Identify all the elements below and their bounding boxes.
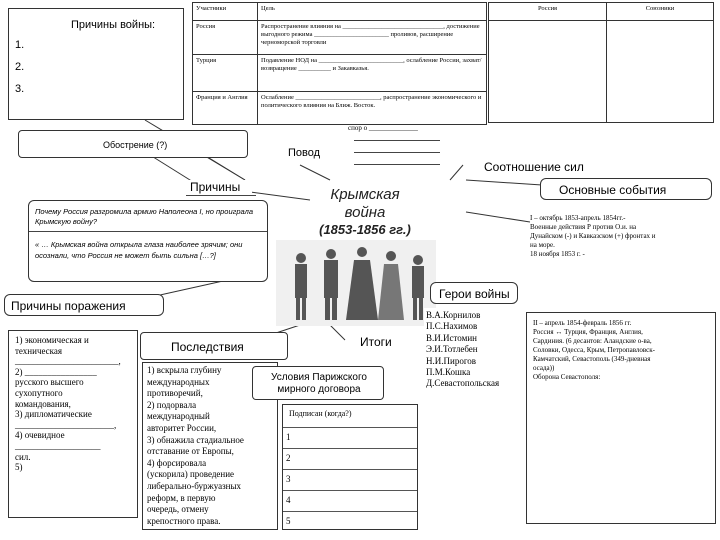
events1-line-2: Военные действия Р против О.и. на <box>530 223 637 231</box>
defeat-line-1: 1) экономическая и техническая <box>15 335 89 356</box>
war-illustration <box>276 240 436 326</box>
consequences-list <box>147 365 244 527</box>
reasons-label: Причины <box>186 180 252 196</box>
center-title-line2: война <box>344 204 386 221</box>
goals-overflow-line: спор о ______________ <box>348 124 418 132</box>
events2-line-1: II – апрель 1854-февраль 1856 гг. <box>533 319 632 327</box>
cons-line-11: либерально-буржуазных <box>147 480 241 491</box>
events-stage-2-box <box>526 312 716 524</box>
cons-line-2: международных <box>147 376 210 387</box>
pretext-label: Повод <box>288 147 321 159</box>
events2-line-2: Россия ↔ Турция, Франция, Англия, <box>533 328 643 336</box>
question-napoleon: Почему Россия разгромила армию Наполеона I, но проиграла Крымскую войну? <box>35 207 253 226</box>
events2-line-7: Оборона Севастополя: <box>533 373 601 381</box>
hero-3: В.И.Истомин <box>426 332 477 343</box>
events-stage-2 <box>533 319 713 382</box>
events2-line-4: Соловки, Одесса, Крым, Петропавловск- <box>533 346 656 354</box>
paris-terms-label: Условия Парижского мирного договора <box>252 366 384 400</box>
forces-header-russia: Россия <box>489 3 607 21</box>
paris-row-2: 2 <box>283 449 417 470</box>
events1-line-5: 18 ноября 1853 г. - <box>530 250 585 258</box>
center-title <box>300 186 430 238</box>
cons-line-14: крепостного права. <box>147 515 221 526</box>
heroes-label: Герои войны <box>430 282 518 304</box>
causes-title: Причины войны: <box>71 19 156 31</box>
cons-line-3: противоречий, <box>147 388 203 399</box>
defeat-line-3: 2) ________________ <box>15 366 97 377</box>
cons-line-8: отставание от Европы, <box>147 446 234 457</box>
questions-box <box>28 200 268 282</box>
defeat-line-4: русского высшего <box>15 377 84 388</box>
events2-line-3: Сардиния. (6 десантов: Аландские о-ва, <box>533 337 652 345</box>
heroes-list <box>426 310 499 390</box>
defeat-reasons-label: Причины поражения <box>4 294 164 316</box>
goals-party-russia: Россия <box>193 21 258 55</box>
escalation-label: Обострение (?) <box>18 130 248 158</box>
question-quote: « … Крымская война открыла глаза наиболее зрячим; они осознали, что Россия не может быть сильна […?] <box>35 240 243 260</box>
center-title-line1: Крымская <box>330 186 400 203</box>
defeat-line-5: сухопутного <box>15 387 63 398</box>
goals-party-turkey: Турция <box>193 55 258 91</box>
center-title-years: (1853-1856 гг.) <box>319 222 411 237</box>
defeat-line-6: командования, <box>15 398 71 409</box>
cons-line-5: международный <box>147 411 210 422</box>
reasons-underline <box>186 195 256 196</box>
cause-item-2: 2. <box>15 61 25 73</box>
goals-goal-russia: Распространение влияния на _______________________________, достижение выгодного режима _______________________ проливов, расширение черноморской торговли <box>258 21 487 55</box>
defeat-line-8: ______________________, <box>15 419 117 430</box>
goals-header-goal: Цель <box>258 3 487 21</box>
cons-line-13: очередь, отмену <box>147 504 209 515</box>
results-label: Итоги <box>360 335 392 349</box>
events1-line-4: на море. <box>530 241 555 249</box>
events1-line-1: I – октябрь 1853-апрель 1854гг.- <box>530 214 626 222</box>
goals-header-party: Участники <box>193 3 258 21</box>
balance-label: Соотношение сил <box>484 160 584 174</box>
events2-line-6: осада)) <box>533 364 555 372</box>
defeat-list-box <box>8 330 138 518</box>
defeat-line-11: сил. <box>15 451 31 462</box>
goals-party-allies: Франция и Англия <box>193 91 258 124</box>
paris-row-3: 3 <box>283 470 417 491</box>
main-events-label: Основные события <box>540 178 712 200</box>
hero-2: П.С.Нахимов <box>426 321 478 332</box>
forces-header-allies: Союзники <box>607 3 714 21</box>
cause-item-1: 1. <box>15 39 25 51</box>
hero-7: Д.Севастопольская <box>426 378 500 389</box>
paris-caption: Подписан (когда?) <box>289 409 352 418</box>
cons-line-12: реформ, в первую <box>147 492 216 503</box>
events2-line-5: Камчатский, Севастополь (349-дневная <box>533 355 651 363</box>
cause-item-3: 3. <box>15 83 25 95</box>
paris-treaty-box <box>282 404 418 530</box>
cons-line-4: 2) подорвала <box>147 399 197 410</box>
goals-goal-allies: Ослабление __________________________, распространение экономического и политического влияния на Ближ. Восток. <box>258 91 487 124</box>
defeat-line-7: 3) дипломатические <box>15 409 92 420</box>
defeat-list <box>15 335 137 473</box>
goals-goal-turkey: Подавление НОД на __________________________, ослабление России, захват/возвращение __________ и Закавказья. <box>258 55 487 91</box>
defeat-line-9: 4) очевидное <box>15 430 65 441</box>
consequences-label: Последствия <box>140 332 288 360</box>
cons-line-10: (ускорила) проведение <box>147 469 235 480</box>
cons-line-1: 1) вскрыла глубину <box>147 365 222 375</box>
hero-6: П.М.Кошка <box>426 367 471 378</box>
defeat-line-12: 5) <box>15 462 23 473</box>
cons-line-7: 3) обнажила стадиальное <box>147 434 244 445</box>
hero-4: Э.И.Тотлебен <box>426 344 478 355</box>
paris-row-4: 4 <box>283 491 417 512</box>
paris-numbered-rows <box>283 427 417 532</box>
paris-row-5: 5 <box>286 516 291 526</box>
defeat-line-10: ___________________ <box>15 440 101 451</box>
defeat-line-2: _______________________, <box>15 356 121 367</box>
heroes-list-box <box>424 308 516 400</box>
cons-line-6: авторитет России, <box>147 422 217 433</box>
events1-line-3: Дунайском (-) и Кавказском (+) фронтах и <box>530 232 656 240</box>
cons-line-9: 4) форсировала <box>147 457 207 468</box>
paris-row-1: 1 <box>283 427 417 449</box>
events-stage-1 <box>530 214 716 259</box>
hero-1: В.А.Корнилов <box>426 310 481 320</box>
hero-5: Н.И.Пирогов <box>426 355 477 366</box>
